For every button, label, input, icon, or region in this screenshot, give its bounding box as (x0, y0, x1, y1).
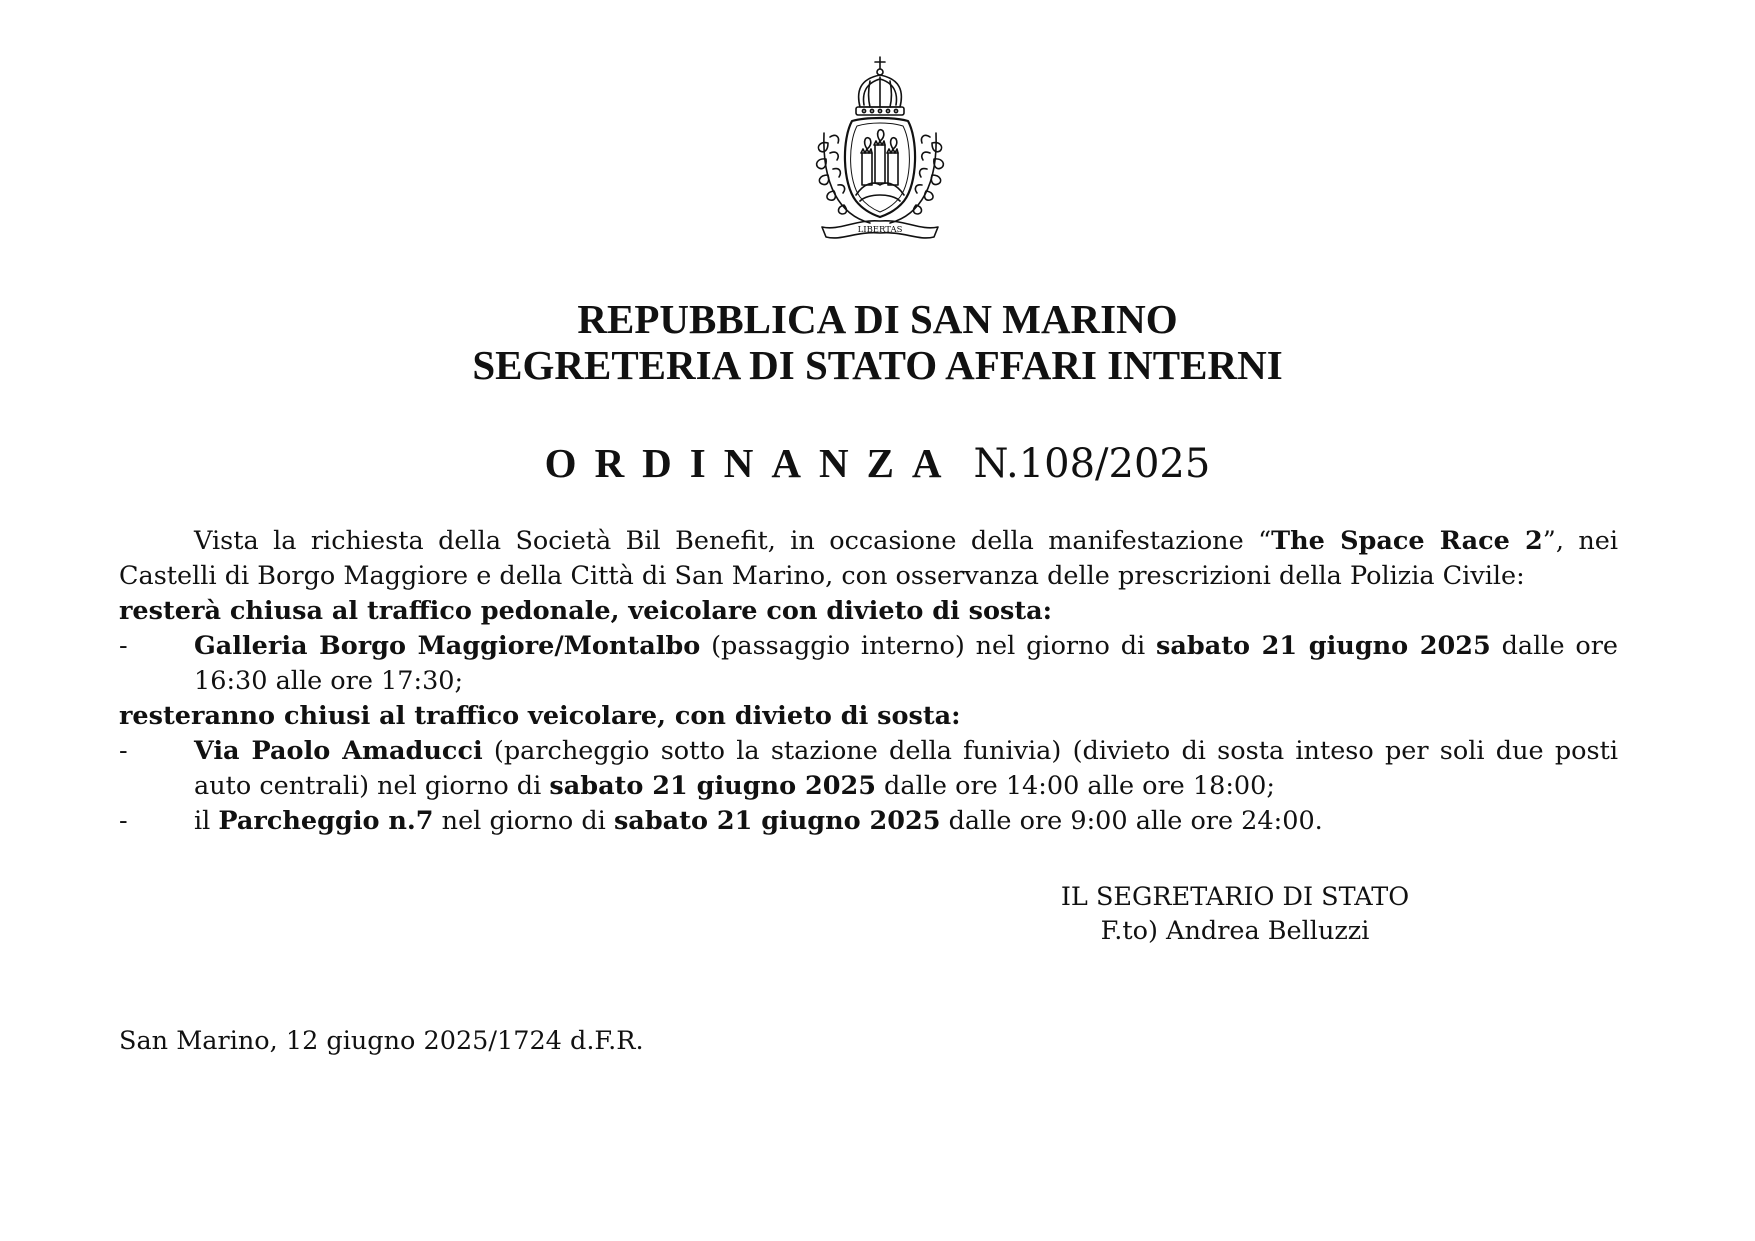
intro-text-1: Vista la richiesta della Società Bil Benefit, in occasione della manifestazione “ (194, 526, 1272, 556)
item1-date: sabato 21 giugno 2025 (1156, 631, 1491, 661)
section-heading-vehicular-text: resteranno chiusi al traffico veicolare, con divieto di sosta: (119, 701, 961, 731)
item3-date: sabato 21 giugno 2025 (613, 806, 941, 836)
list-dash: - (119, 631, 128, 661)
emblem-motto-text: LIBERTAS (857, 225, 903, 235)
signature-title: IL SEGRETARIO DI STATO (1060, 882, 1410, 912)
coat-of-arms-emblem (800, 55, 960, 245)
item3-text-1: nel giorno di (433, 806, 614, 836)
header-republic: REPUBBLICA DI SAN MARINO (577, 296, 1178, 342)
order-heading (0, 434, 1755, 501)
intro-text-2: ”, nei Castelli di Borgo Maggiore e della Città di San Marino, con osservanza delle prescrizioni della Polizia Civile: (119, 526, 1619, 591)
item3-text-2: dalle ore 9:00 alle ore 24:00. (940, 806, 1323, 836)
order-body (119, 524, 1618, 839)
place-galleria: Galleria Borgo Maggiore/Montalbo (194, 631, 701, 661)
place-date-line: San Marino, 12 giugno 2025/1724 d.F.R. (119, 1026, 644, 1056)
intro-paragraph (119, 524, 1618, 594)
item2-text-2: dalle ore 14:00 alle ore 18:00; (875, 771, 1275, 801)
signature-name: F.to) Andrea Belluzzi (1100, 916, 1370, 946)
order-word: ORDINANZA (544, 440, 960, 486)
order-number: N.108/2025 (973, 441, 1211, 487)
section-heading-pedestrian (119, 594, 1618, 629)
header-ministry: SEGRETERIA DI STATO AFFARI INTERNI (472, 342, 1283, 388)
item1-text-2: dalle ore 16:30 alle ore 17:30; (194, 631, 1619, 696)
item3-prefix: il (194, 806, 219, 836)
item1-text-1: (passaggio interno) nel giorno di (700, 631, 1157, 661)
list-item-parcheggio (119, 804, 1618, 839)
section-heading-vehicular (119, 699, 1618, 734)
place-amaducci: Via Paolo Amaducci (194, 736, 483, 766)
event-name: The Space Race 2 (1271, 526, 1543, 556)
place-parcheggio: Parcheggio n.7 (218, 806, 434, 836)
list-item-amaducci (119, 734, 1618, 804)
list-dash: - (119, 806, 128, 836)
list-dash: - (119, 736, 128, 766)
item2-text-1: (parcheggio sotto la stazione della funivia) (divieto di sosta inteso per soli due posti auto centrali) nel giorno di (194, 736, 1618, 801)
section-heading-pedestrian-text: resterà chiusa al traffico pedonale, veicolare con divieto di sosta: (119, 596, 1053, 626)
list-item-galleria (119, 629, 1618, 699)
signature-block (1010, 880, 1460, 948)
item2-date: sabato 21 giugno 2025 (549, 771, 876, 801)
